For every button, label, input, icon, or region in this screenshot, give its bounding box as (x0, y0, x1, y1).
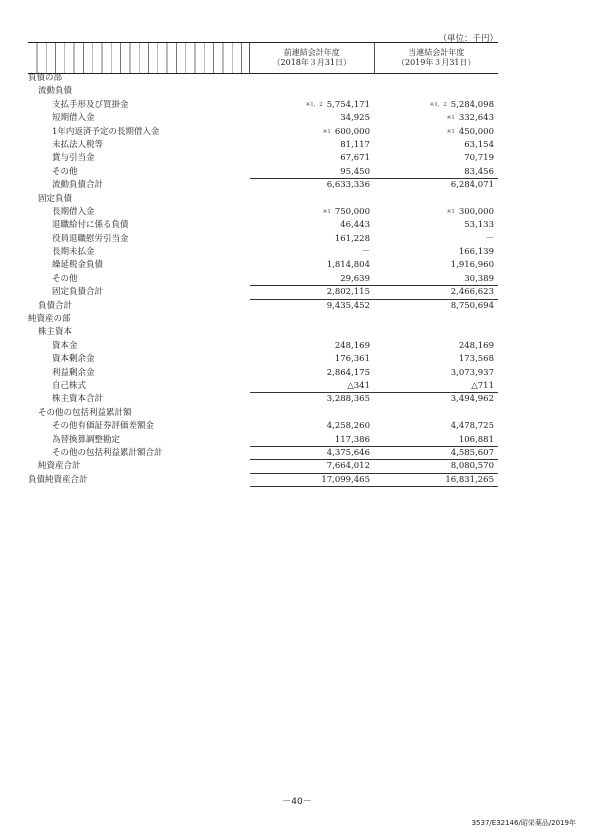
table-row (28, 353, 498, 366)
prior-year-value (250, 474, 370, 487)
amount: △711 (471, 380, 494, 391)
footnote-mark: ※1 (446, 128, 455, 135)
table-row (28, 99, 498, 112)
current-year-value (374, 152, 494, 165)
current-year-value (374, 380, 494, 393)
table-row (28, 85, 498, 98)
current-year-value (374, 273, 494, 286)
row-label: その他有価証券評価差額金 (52, 421, 155, 432)
page-number: －40－ (282, 797, 312, 807)
amount: 1,916,960 (450, 260, 494, 271)
amount: 450,000 (458, 126, 494, 137)
amount: 300,000 (458, 206, 494, 217)
header-description-cell (28, 43, 250, 73)
amount: 2,466,623 (450, 287, 494, 298)
row-label: 長期借入金 (52, 206, 95, 217)
amount: 81,117 (340, 139, 370, 150)
row-label: 退職給付に係る負債 (52, 220, 129, 231)
amount: 46,443 (340, 220, 370, 231)
table-row (28, 273, 498, 286)
prior-year-value (250, 112, 370, 125)
row-label: 流動負債 (38, 86, 73, 97)
table-row (28, 179, 498, 192)
table-row (28, 393, 498, 406)
row-label: 支払手形及び買掛金 (52, 99, 129, 110)
prior-year-value (250, 353, 370, 366)
footnote-mark: ※1 (322, 208, 331, 215)
table-row (28, 474, 498, 487)
amount: 6,633,336 (326, 180, 370, 191)
prior-year-value (250, 380, 370, 393)
current-year-value (374, 474, 494, 487)
row-label: 利益剰余金 (52, 367, 95, 378)
amount: 9,435,452 (326, 300, 370, 311)
amount: 70,719 (464, 153, 494, 164)
prior-year-value (250, 152, 370, 165)
prior-year-value (250, 300, 370, 313)
current-year-value (374, 340, 494, 353)
amount: 7,664,012 (326, 461, 370, 472)
footnote-mark: ※1 (446, 208, 455, 215)
current-year-value (374, 286, 494, 299)
table-row (28, 152, 498, 165)
header-current-year-date: （2019年３月31日） (396, 58, 476, 67)
footnote-mark: ※1，2 (305, 101, 323, 108)
footnote-mark: ※1，2 (429, 101, 447, 108)
table-row (28, 340, 498, 353)
row-label: 1年内返済予定の長期借入金 (52, 126, 160, 137)
amount: 8,750,694 (450, 300, 494, 311)
table-row (28, 313, 498, 326)
prior-year-value (250, 286, 370, 299)
table-row (28, 246, 498, 259)
row-label: 役員退職慰労引当金 (52, 233, 129, 244)
current-year-value (374, 139, 494, 152)
amount: △341 (347, 380, 370, 391)
current-year-value (374, 112, 494, 125)
prior-year-value (250, 246, 370, 259)
row-label: 負債合計 (38, 300, 73, 311)
row-label: その他 (52, 166, 78, 177)
table-row (28, 367, 498, 380)
amount: 83,456 (464, 166, 494, 177)
current-year-value (374, 420, 494, 433)
amount: － (361, 247, 370, 258)
current-year-value (374, 219, 494, 232)
amount: 2,802,115 (326, 287, 370, 298)
table-row (28, 206, 498, 219)
row-label: 自己株式 (52, 380, 87, 391)
amount: 63,154 (464, 139, 494, 150)
row-label: 負債の部 (28, 73, 63, 83)
prior-year-value (250, 179, 370, 192)
prior-year-value (250, 460, 370, 473)
current-year-value (374, 300, 494, 313)
table-row (28, 420, 498, 433)
amount: 2,864,175 (326, 367, 370, 378)
table-row (28, 380, 498, 393)
row-label: 資本剰余金 (52, 354, 95, 365)
prior-year-value (250, 126, 370, 139)
row-label: 純資産の部 (28, 314, 71, 325)
row-label: 固定負債合計 (52, 287, 104, 298)
amount: 3,494,962 (450, 394, 494, 405)
row-label: 長期未払金 (52, 247, 95, 258)
table-row (28, 219, 498, 232)
current-year-value (374, 393, 494, 406)
total-rule (374, 486, 498, 487)
amount: 17,099,465 (321, 474, 370, 485)
table-row (28, 233, 498, 246)
header-prior-year-title: 前連結会計年度 (283, 48, 340, 57)
table-row (28, 407, 498, 420)
prior-year-value (250, 340, 370, 353)
amount: 117,386 (334, 434, 370, 445)
table-row (28, 447, 498, 460)
prior-year-value (250, 219, 370, 232)
unit-label: （単位：千円） (438, 34, 498, 44)
header-current-year (375, 43, 498, 73)
amount: 3,288,365 (326, 394, 370, 405)
amount: 248,169 (458, 340, 494, 351)
table-row (28, 326, 498, 339)
row-label: 資本金 (52, 340, 78, 351)
current-year-value (374, 447, 494, 460)
row-label: 純資産合計 (38, 461, 81, 472)
amount: 8,080,570 (450, 461, 494, 472)
total-rule (250, 486, 374, 487)
amount: 600,000 (334, 126, 370, 137)
balance-sheet-rows (28, 72, 498, 487)
table-row (28, 460, 498, 473)
table-row (28, 259, 498, 272)
table-row (28, 286, 498, 299)
amount: 1,814,804 (326, 260, 370, 271)
prior-year-value (250, 447, 370, 460)
row-label: 繰延税金負債 (52, 260, 104, 271)
current-year-value (374, 99, 494, 112)
amount: 248,169 (334, 340, 370, 351)
amount: 166,139 (458, 247, 494, 258)
row-label: 未払法人税等 (52, 139, 104, 150)
amount: 34,925 (340, 113, 370, 124)
header-prior-year (250, 43, 374, 73)
current-year-value (374, 246, 494, 259)
amount: 16,831,265 (445, 474, 494, 485)
amount: 67,671 (340, 153, 370, 164)
amount: 4,585,607 (450, 447, 494, 458)
table-row (28, 300, 498, 313)
amount: 173,568 (458, 354, 494, 365)
table-row (28, 126, 498, 139)
amount: 161,228 (334, 233, 370, 244)
table-row (28, 72, 498, 85)
prior-year-value (250, 259, 370, 272)
row-label: その他の包括利益累計額合計 (52, 447, 163, 458)
current-year-value (374, 166, 494, 179)
current-year-value (374, 259, 494, 272)
amount: 3,073,937 (450, 367, 494, 378)
amount: 4,258,260 (326, 421, 370, 432)
current-year-value (374, 233, 494, 246)
prior-year-value (250, 139, 370, 152)
table-row (28, 434, 498, 447)
prior-year-value (250, 273, 370, 286)
prior-year-value (250, 166, 370, 179)
header-current-year-title: 当連結会計年度 (408, 48, 465, 57)
amount: － (485, 233, 494, 244)
prior-year-value (250, 206, 370, 219)
row-label: 株主資本合計 (52, 394, 104, 405)
header-prior-year-date: （2018年３月31日） (272, 58, 352, 67)
current-year-value (374, 179, 494, 192)
document-code: 3537/E32146/昭栄薬品/2019年 (471, 819, 576, 827)
prior-year-value (250, 434, 370, 447)
amount: 30,389 (464, 273, 494, 284)
row-label: 株主資本 (38, 327, 73, 338)
row-label: 為替換算調整勘定 (52, 434, 121, 445)
prior-year-value (250, 420, 370, 433)
current-year-value (374, 460, 494, 473)
row-label: 短期借入金 (52, 113, 95, 124)
prior-year-value (250, 233, 370, 246)
amount: 53,133 (464, 220, 494, 231)
table-row (28, 193, 498, 206)
current-year-value (374, 434, 494, 447)
amount: 5,754,171 (326, 99, 370, 110)
row-label: 負債純資産合計 (28, 474, 88, 485)
amount: 95,450 (340, 166, 370, 177)
current-year-value (374, 206, 494, 219)
footnote-mark: ※1 (446, 115, 455, 122)
table-row (28, 112, 498, 125)
prior-year-value (250, 367, 370, 380)
amount: 176,361 (334, 354, 370, 365)
current-year-value (374, 353, 494, 366)
amount: 4,478,725 (450, 421, 494, 432)
row-label: 賞与引当金 (52, 153, 95, 164)
table-row (28, 139, 498, 152)
amount: 29,639 (340, 273, 370, 284)
footnote-mark: ※1 (322, 128, 331, 135)
current-year-value (374, 367, 494, 380)
amount: 106,881 (458, 434, 494, 445)
amount: 4,375,646 (326, 447, 370, 458)
amount: 332,643 (458, 113, 494, 124)
table-row (28, 166, 498, 179)
prior-year-value (250, 393, 370, 406)
row-label: その他 (52, 273, 78, 284)
amount: 5,284,098 (450, 99, 494, 110)
current-year-value (374, 126, 494, 139)
amount: 6,284,071 (450, 180, 494, 191)
row-label: 流動負債合計 (52, 180, 104, 191)
amount: 750,000 (334, 206, 370, 217)
table-header (28, 42, 498, 74)
row-label: その他の包括利益累計額 (38, 407, 132, 418)
prior-year-value (250, 99, 370, 112)
row-label: 固定負債 (38, 193, 73, 204)
